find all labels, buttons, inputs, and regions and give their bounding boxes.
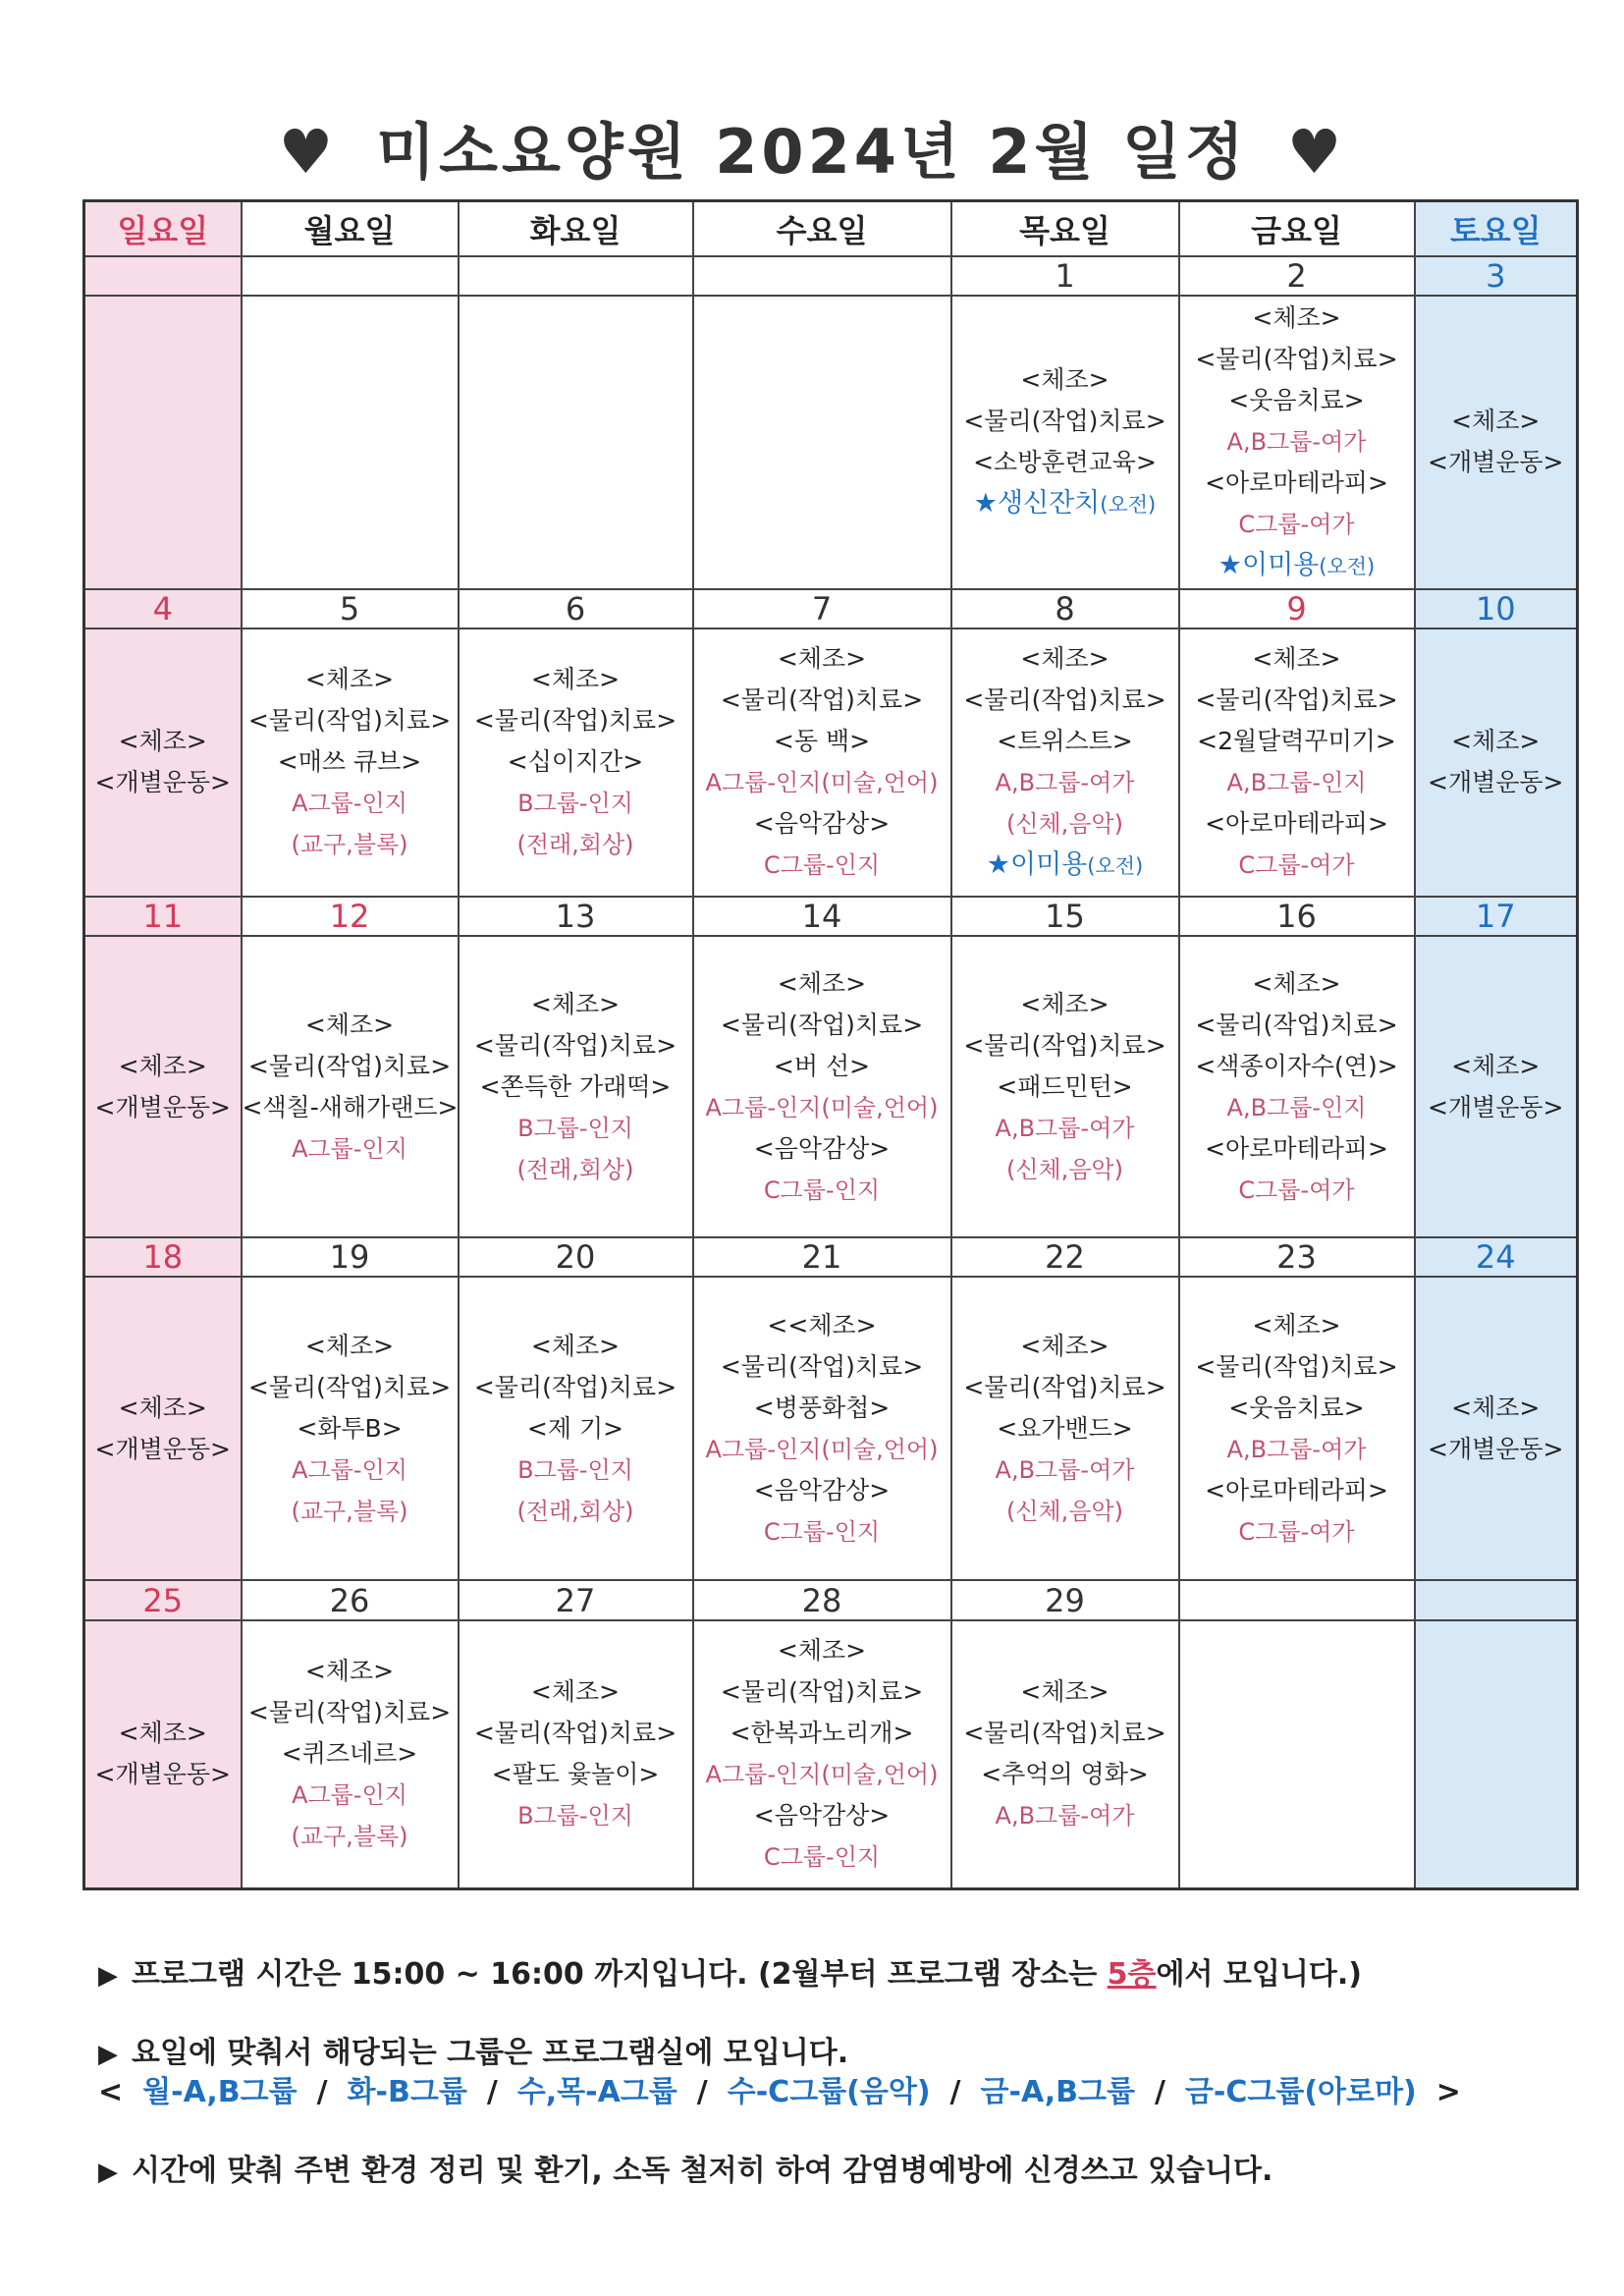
group-label: (전래,회상) (516, 831, 634, 859)
program-item: <개별운동> (1428, 1092, 1564, 1121)
group-schedule-item: 월-A,B그룹 (142, 2075, 298, 2109)
date-number-thu: 15 (951, 897, 1179, 936)
program-item: <아로마테라피> (1205, 1475, 1388, 1504)
group-schedule-item: 화-B그룹 (347, 2075, 467, 2109)
group-label: C그룹-여가 (1238, 1175, 1355, 1204)
day-schedule-cell (1415, 296, 1578, 588)
day-schedule-cell (1179, 1620, 1415, 1889)
event-special (952, 845, 1178, 887)
program-item: <체조> (530, 665, 621, 694)
date-number-wed: 21 (693, 1237, 951, 1277)
program-item: <체조> (118, 1719, 207, 1748)
program-item: <개별운동> (1428, 448, 1564, 477)
day-schedule-cell (1415, 1620, 1578, 1889)
weekday-tuesday: 화요일 (459, 201, 693, 257)
group-label: C그룹-인지 (763, 1175, 881, 1204)
program-item: <트위스트> (997, 726, 1133, 755)
day-schedule-cell (459, 1277, 693, 1580)
weekday-header-row (84, 201, 1578, 257)
program-item: <팔도 윷놀이> (491, 1760, 660, 1789)
note-program-time (98, 1949, 1362, 1993)
date-number-tue: 20 (459, 1237, 693, 1277)
program-item: <색칠-새해가랜드> (242, 1092, 459, 1121)
program-item: <요가밴드> (997, 1413, 1133, 1443)
group-separator: / (949, 2075, 961, 2109)
group-separator: / (696, 2075, 708, 2109)
schedule-row (84, 1620, 1578, 1889)
program-item: <체조> (1020, 1331, 1110, 1360)
day-schedule-cell (84, 629, 242, 897)
arrow-right-icon: ▶ (98, 2158, 118, 2187)
event-special-label: ★이미용 (986, 848, 1088, 880)
event-time-note: (오전) (1100, 492, 1157, 517)
note-text: 프로그램 시간은 15:00 ~ 16:00 까지입니다. (2월부터 프로그램 장소는 (132, 1957, 1108, 1992)
group-label: C그룹-인지 (763, 1517, 881, 1546)
group-label: A,B그룹-여가 (1226, 427, 1367, 456)
group-label: (전래,회상) (516, 1155, 634, 1183)
note-group-schedule (98, 2067, 1471, 2110)
program-item: <개별운동> (1428, 1434, 1564, 1463)
program-item: <체조> (1451, 407, 1541, 436)
note-text: 시간에 맞춰 주변 환경 정리 및 환기, 소독 철저히 하여 감염병예방에 신경쓰고 있습니다. (132, 2154, 1273, 2188)
schedule-row (84, 1277, 1578, 1580)
date-number-sat: 3 (1415, 256, 1578, 296)
program-item: <개별운동> (1428, 768, 1564, 797)
day-schedule-cell (459, 1620, 693, 1889)
program-item: <물리(작업)치료> (473, 1372, 677, 1401)
day-schedule-cell (1415, 936, 1578, 1236)
program-item: <체조> (1252, 968, 1341, 998)
program-item: <물리(작업)치료> (473, 1030, 677, 1060)
schedule-row (84, 296, 1578, 588)
group-label: A그룹-인지 (292, 790, 407, 818)
date-number-mon (242, 256, 459, 296)
program-item: <체조> (1020, 989, 1110, 1018)
date-number-sat: 10 (1415, 589, 1578, 629)
program-item: <쫀득한 가래떡> (479, 1071, 672, 1101)
group-schedule-item: 수-C그룹(음악) (727, 2075, 931, 2109)
group-label: (신체,음악) (1005, 1497, 1124, 1525)
program-item: <체조> (304, 1010, 395, 1039)
weekday-sunday: 일요일 (84, 201, 242, 257)
program-item: <체조> (304, 665, 395, 694)
program-item: <물리(작업)치료> (247, 1051, 452, 1080)
date-number-sun (84, 256, 242, 296)
note-infection-prevention (98, 2146, 1272, 2189)
note-text: 에서 모입니다.) (1156, 1957, 1362, 1992)
group-label: A,B그룹-인지 (1226, 769, 1367, 797)
day-schedule-cell (1179, 296, 1415, 588)
program-item: <개별운동> (94, 768, 231, 797)
weekday-saturday: 토요일 (1415, 201, 1578, 257)
program-item: <제 기> (526, 1413, 624, 1443)
date-number-thu: 1 (951, 256, 1179, 296)
group-label: C그룹-인지 (763, 851, 881, 880)
group-label: A,B그룹-여가 (1226, 1435, 1367, 1463)
group-schedule-item: 금-A,B그룹 (980, 2075, 1135, 2109)
program-item: <체조> (777, 644, 867, 674)
program-item: <물리(작업)치료> (720, 1677, 924, 1707)
day-schedule-cell (1415, 629, 1578, 897)
day-schedule-cell (1179, 936, 1415, 1236)
program-item: <체조> (530, 1331, 621, 1360)
date-number-tue: 6 (459, 589, 693, 629)
day-schedule-cell (693, 1277, 951, 1580)
group-label: (전래,회상) (516, 1497, 634, 1525)
program-item: <물리(작업)치료> (963, 1719, 1166, 1748)
group-label: (신체,음악) (1005, 1155, 1124, 1183)
date-number-mon: 19 (242, 1237, 459, 1277)
program-item: <체조> (777, 968, 867, 998)
group-separator: / (316, 2075, 328, 2109)
program-item: <음악감상> (753, 1475, 891, 1504)
program-item: <체조> (1252, 644, 1341, 674)
group-label: C그룹-여가 (1238, 851, 1355, 880)
date-number-wed: 14 (693, 897, 951, 936)
program-item: <병풍화첩> (753, 1393, 891, 1422)
event-special-label: ★생신잔치 (973, 487, 1101, 519)
event-special (952, 483, 1178, 525)
program-item: <물리(작업)치료> (963, 684, 1166, 714)
day-schedule-cell (84, 1277, 242, 1580)
program-item: <개별운동> (94, 1434, 231, 1463)
group-label: B그룹-인지 (517, 1802, 633, 1831)
program-item: <<체조> (767, 1310, 877, 1339)
program-item: <아로마테라피> (1205, 1133, 1388, 1163)
program-item: <물리(작업)치료> (963, 1372, 1166, 1401)
group-label: A그룹-인지(미술,언어) (705, 1093, 939, 1121)
schedule-row (84, 936, 1578, 1236)
date-number-fri: 23 (1179, 1237, 1415, 1277)
date-number-tue: 27 (459, 1580, 693, 1619)
program-item: <체조> (118, 727, 207, 756)
program-item: <버 선> (773, 1051, 871, 1080)
group-label: B그룹-인지 (517, 1114, 633, 1142)
calendar-table (82, 199, 1579, 1890)
day-schedule-cell (951, 296, 1179, 588)
group-label: B그룹-인지 (517, 1455, 633, 1484)
program-item: <패드민턴> (997, 1071, 1133, 1101)
group-label: A그룹-인지(미술,언어) (705, 1761, 939, 1789)
program-item: <물리(작업)치료> (963, 1030, 1166, 1060)
program-item: <2월달력꾸미기> (1197, 727, 1396, 756)
program-item: <체조> (1451, 1051, 1541, 1080)
date-number-wed: 7 (693, 589, 951, 629)
schedule-row (84, 629, 1578, 897)
note-groups-gather (98, 2028, 848, 2071)
group-label: A그룹-인지 (292, 1781, 407, 1810)
group-bracket-open: < (98, 2075, 124, 2109)
date-number-row (84, 589, 1578, 629)
date-number-mon: 5 (242, 589, 459, 629)
date-number-tue: 13 (459, 897, 693, 936)
date-number-thu: 8 (951, 589, 1179, 629)
program-item: <체조> (304, 1657, 395, 1686)
event-special-label: ★이미용 (1218, 549, 1320, 580)
program-item: <매쓰 큐브> (277, 747, 422, 777)
program-item: <물리(작업)치료> (1195, 685, 1398, 715)
day-schedule-cell (459, 936, 693, 1236)
group-label: C그룹-인지 (763, 1843, 881, 1872)
day-schedule-cell (951, 936, 1179, 1236)
program-item: <물리(작업)치료> (247, 1698, 452, 1727)
program-item: <체조> (1451, 727, 1541, 756)
date-number-sun: 11 (84, 897, 242, 936)
group-label: C그룹-여가 (1238, 510, 1355, 538)
weekday-wednesday: 수요일 (693, 201, 951, 257)
day-schedule-cell (242, 1620, 459, 1889)
program-item: <음악감상> (753, 1133, 891, 1163)
event-time-note: (오전) (1087, 853, 1144, 878)
date-number-sat: 17 (1415, 897, 1578, 936)
date-number-sun: 4 (84, 589, 242, 629)
program-item: <물리(작업)치료> (720, 1010, 924, 1039)
program-item: <체조> (1020, 643, 1110, 673)
program-item: <아로마테라피> (1205, 467, 1388, 497)
group-separator: / (1154, 2075, 1165, 2109)
day-schedule-cell (459, 296, 693, 588)
program-item: <개별운동> (94, 1760, 231, 1789)
date-number-fri: 16 (1179, 897, 1415, 936)
date-number-sat: 24 (1415, 1237, 1578, 1277)
group-label: (교구,블록) (291, 1823, 408, 1851)
day-schedule-cell (242, 296, 459, 588)
group-label: C그룹-여가 (1238, 1517, 1355, 1546)
date-number-fri: 9 (1179, 589, 1415, 629)
group-label: A,B그룹-인지 (1226, 1093, 1367, 1121)
program-item: <개별운동> (94, 1092, 231, 1121)
program-item: <체조> (530, 989, 621, 1018)
heart-icon: ♥ (1286, 116, 1346, 188)
day-schedule-cell (84, 1620, 242, 1889)
program-item: <웃음치료> (1228, 1393, 1365, 1422)
day-schedule-cell (693, 936, 951, 1236)
date-number-wed: 28 (693, 1580, 951, 1619)
note-highlight-floor: 5층 (1107, 1957, 1157, 1992)
group-label: A그룹-인지(미술,언어) (705, 769, 939, 797)
day-schedule-cell (951, 629, 1179, 897)
program-item: <체조> (530, 1677, 621, 1707)
day-schedule-cell (242, 629, 459, 897)
group-label: B그룹-인지 (517, 790, 633, 818)
date-number-row (84, 256, 1578, 296)
program-item: <체조> (1020, 364, 1110, 394)
event-special (1180, 545, 1414, 587)
date-number-sat (1415, 1580, 1578, 1619)
group-label: (교구,블록) (291, 831, 408, 859)
group-label: A그룹-인지 (292, 1134, 407, 1163)
program-item: <한복과노리개> (730, 1719, 914, 1748)
date-number-thu: 22 (951, 1237, 1179, 1277)
group-label: A,B그룹-여가 (995, 768, 1135, 796)
day-schedule-cell (84, 296, 242, 588)
program-item: <화투B> (297, 1413, 403, 1443)
program-item: <체조> (1020, 1677, 1110, 1707)
program-item: <소방훈련교육> (973, 447, 1157, 476)
group-label: A,B그룹-여가 (995, 1802, 1135, 1831)
day-schedule-cell (951, 1277, 1179, 1580)
group-label: (신체,음악) (1005, 809, 1124, 838)
program-item: <물리(작업)치료> (720, 1351, 924, 1381)
arrow-right-icon: ▶ (98, 2040, 118, 2069)
weekday-friday: 금요일 (1179, 201, 1415, 257)
weekday-thursday: 목요일 (951, 201, 1179, 257)
group-label: (교구,블록) (291, 1497, 408, 1525)
program-item: <색종이자수(연)> (1195, 1051, 1398, 1080)
date-number-row (84, 897, 1578, 936)
day-schedule-cell (1179, 629, 1415, 897)
day-schedule-cell (1415, 1277, 1578, 1580)
group-schedule-item: 금-C그룹(아로마) (1184, 2075, 1417, 2109)
date-number-sun: 18 (84, 1237, 242, 1277)
date-number-row (84, 1237, 1578, 1277)
date-number-mon: 12 (242, 897, 459, 936)
group-label: A그룹-인지(미술,언어) (705, 1435, 939, 1463)
program-item: <물리(작업)치료> (473, 1719, 677, 1748)
note-text: 요일에 맞춰서 해당되는 그룹은 프로그램실에 모입니다. (132, 2036, 849, 2070)
program-item: <물리(작업)치료> (720, 685, 924, 715)
program-item: <십이지간> (507, 747, 644, 777)
date-number-row (84, 1580, 1578, 1619)
program-item: <체조> (304, 1331, 395, 1360)
program-item: <물리(작업)치료> (963, 406, 1166, 435)
group-schedule-item: 수,목-A그룹 (516, 2075, 677, 2109)
day-schedule-cell (84, 936, 242, 1236)
day-schedule-cell (951, 1620, 1179, 1889)
program-item: <체조> (118, 1393, 207, 1422)
program-item: <물리(작업)치료> (247, 1372, 452, 1401)
day-schedule-cell (242, 936, 459, 1236)
date-number-mon: 26 (242, 1580, 459, 1619)
program-item: <물리(작업)치료> (247, 706, 452, 736)
program-item: <체조> (1451, 1393, 1541, 1422)
day-schedule-cell (693, 296, 951, 588)
weekday-monday: 월요일 (242, 201, 459, 257)
title-text: 미소요양원 2024년 2월 일정 (376, 116, 1248, 188)
day-schedule-cell (693, 1620, 951, 1889)
day-schedule-cell (693, 629, 951, 897)
event-time-note: (오전) (1319, 554, 1376, 578)
program-item: <물리(작업)치료> (1195, 1010, 1398, 1039)
program-item: <체조> (1252, 1310, 1341, 1339)
program-item: <추억의 영화> (981, 1760, 1149, 1789)
heart-icon: ♥ (278, 116, 338, 188)
program-item: <음악감상> (753, 809, 891, 839)
date-number-fri (1179, 1580, 1415, 1619)
group-bracket-close: > (1435, 2075, 1461, 2109)
group-label: A,B그룹-여가 (995, 1114, 1135, 1142)
page-title (0, 103, 1624, 191)
group-label: A그룹-인지 (292, 1455, 407, 1484)
program-item: <물리(작업)치료> (473, 706, 677, 736)
date-number-wed (693, 256, 951, 296)
day-schedule-cell (242, 1277, 459, 1580)
group-label: A,B그룹-여가 (995, 1455, 1135, 1484)
program-item: <음악감상> (753, 1801, 891, 1831)
program-item: <아로마테라피> (1205, 809, 1388, 839)
program-item: <웃음치료> (1228, 385, 1365, 414)
group-separator: / (486, 2075, 498, 2109)
program-item: <체조> (1252, 302, 1341, 332)
program-item: <물리(작업)치료> (1195, 344, 1398, 373)
program-item: <체조> (118, 1051, 207, 1080)
date-number-sun: 25 (84, 1580, 242, 1619)
arrow-right-icon: ▶ (98, 1961, 118, 1991)
program-item: <퀴즈네르> (281, 1739, 418, 1769)
program-item: <물리(작업)치료> (1195, 1351, 1398, 1381)
date-number-fri: 2 (1179, 256, 1415, 296)
day-schedule-cell (459, 629, 693, 897)
date-number-thu: 29 (951, 1580, 1179, 1619)
date-number-tue (459, 256, 693, 296)
program-item: <체조> (777, 1636, 867, 1666)
program-item: <동 백> (773, 727, 871, 756)
day-schedule-cell (1179, 1277, 1415, 1580)
